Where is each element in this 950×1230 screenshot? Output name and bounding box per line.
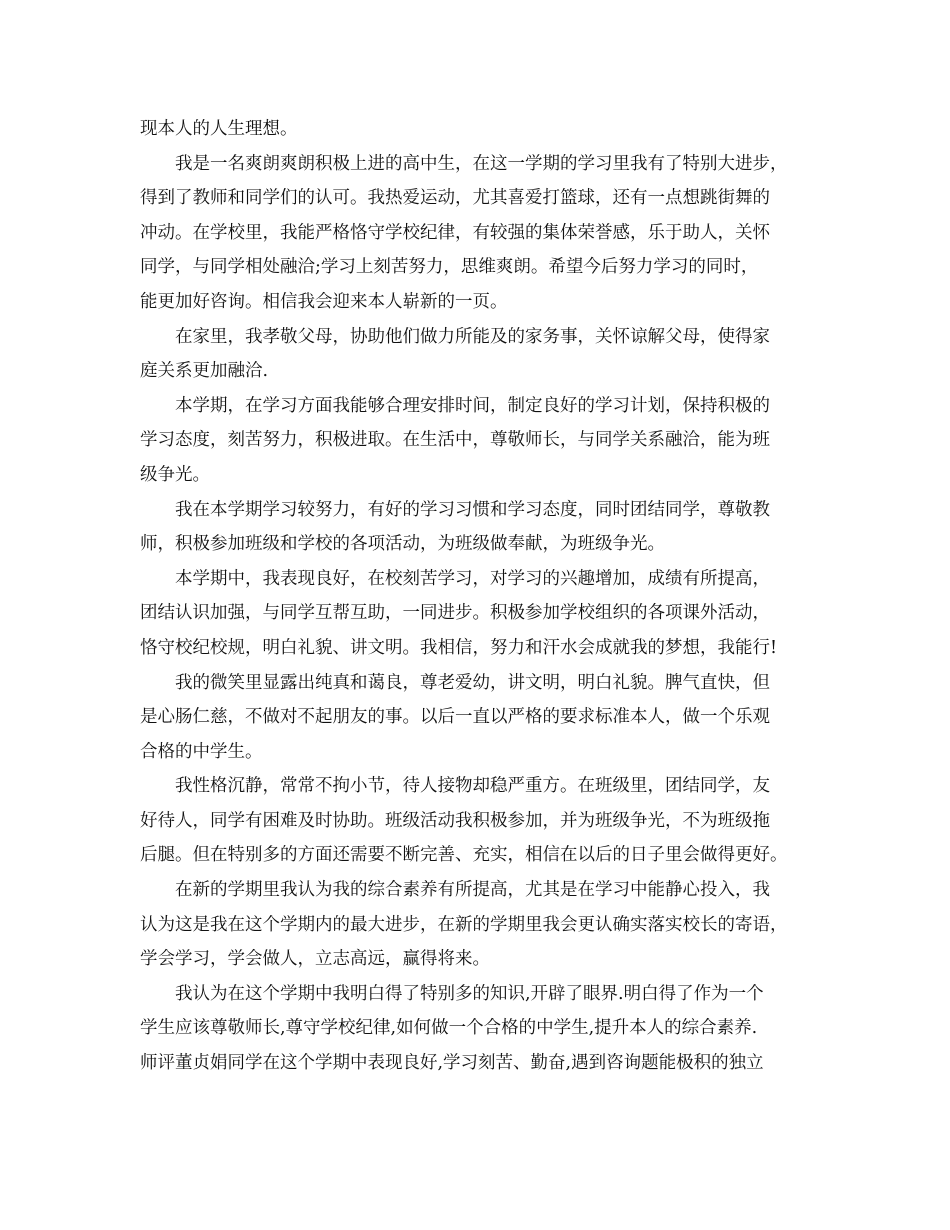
text-line: 在新的学期里我认为我的综合素养有所提高，尤其是在学习中能静心投入，我 xyxy=(140,880,770,901)
text-line: 得到了教师和同学们的认可。我热爱运动，尤其喜爱打篮球，还有一点想跳街舞的 xyxy=(140,188,770,209)
document-body xyxy=(140,112,830,1081)
text-line: 学习态度，刻苦努力，积极进取。在生活中，尊敬师长，与同学关系融洽，能为班 xyxy=(140,430,770,451)
text-line: 我在本学期学习较努力，有好的学习习惯和学习态度，同时团结同学，尊敬教 xyxy=(140,499,770,520)
text-line: 师评董贞娟同学在这个学期中表现良好,学习刻苦、勤奋,遇到咨询题能极积的独立 xyxy=(140,1053,764,1074)
text-line: 学生应该尊敬师长,尊守学校纪律,如何做一个合格的中学生,提升本人的综合素养. xyxy=(140,1018,758,1039)
text-line: 我性格沉静，常常不拘小节，待人接物却稳严重方。在班级里，团结同学，友 xyxy=(140,776,770,797)
text-line: 我的微笑里显露出纯真和蔼良，尊老爱幼，讲文明，明白礼貌。脾气直快，但 xyxy=(140,672,770,693)
text-line: 是心肠仁慈，不做对不起朋友的事。以后一直以严格的要求标准本人，做一个乐观 xyxy=(140,707,770,728)
text-line: 级争光。 xyxy=(140,464,210,485)
text-line: 合格的中学生。 xyxy=(140,741,263,762)
text-line: 本学期中，我表现良好，在校刻苦学习，对学习的兴趣增加，成绩有所提高， xyxy=(140,568,770,589)
text-line: 能更加好咨询。相信我会迎来本人崭新的一页。 xyxy=(140,291,508,312)
text-line: 后腿。但在特别多的方面还需要不断完善、充实，相信在以后的日子里会做得更好。 xyxy=(140,845,788,866)
text-line: 在家里，我孝敬父母，协助他们做力所能及的家务事，关怀谅解父母，使得家 xyxy=(140,326,770,347)
text-line: 团结认识加强，与同学互帮互助，一同进步。积极参加学校组织的各项课外活动， xyxy=(140,603,770,624)
text-line: 现本人的人生理想。 xyxy=(140,119,298,139)
text-line: 我认为在这个学期中我明白得了特别多的知识,开辟了眼界.明白得了作为一个 xyxy=(140,983,764,1004)
text-line: 师，积极参加班级和学校的各项活动，为班级做奉献，为班级争光。 xyxy=(140,534,665,555)
text-line: 认为这是我在这个学期内的最大进步，在新的学期里我会更认确实落实校长的寄语， xyxy=(140,914,788,935)
text-line: 庭关系更加融洽. xyxy=(140,361,269,382)
text-line: 我是一名爽朗爽朗积极上进的高中生，在这一学期的学习里我有了特别大进步， xyxy=(140,153,788,174)
text-line: 学会学习，学会做人，立志高远，赢得将来。 xyxy=(140,949,490,970)
text-line: 同学，与同学相处融洽;学习上刻苦努力，思维爽朗。希望今后努力学习的同时， xyxy=(140,257,759,278)
text-line: 冲动。在学校里，我能严格恪守学校纪律，有较强的集体荣誉感，乐于助人，关怀 xyxy=(140,222,770,243)
text-line: 恪守校纪校规，明白礼貌、讲文明。我相信，努力和汗水会成就我的梦想，我能行! xyxy=(140,637,778,658)
text-line: 本学期，在学习方面我能够合理安排时间，制定良好的学习计划，保持积极的 xyxy=(140,395,770,416)
text-line: 好待人，同学有困难及时协助。班级活动我积极参加，并为班级争光，不为班级拖 xyxy=(140,810,770,831)
